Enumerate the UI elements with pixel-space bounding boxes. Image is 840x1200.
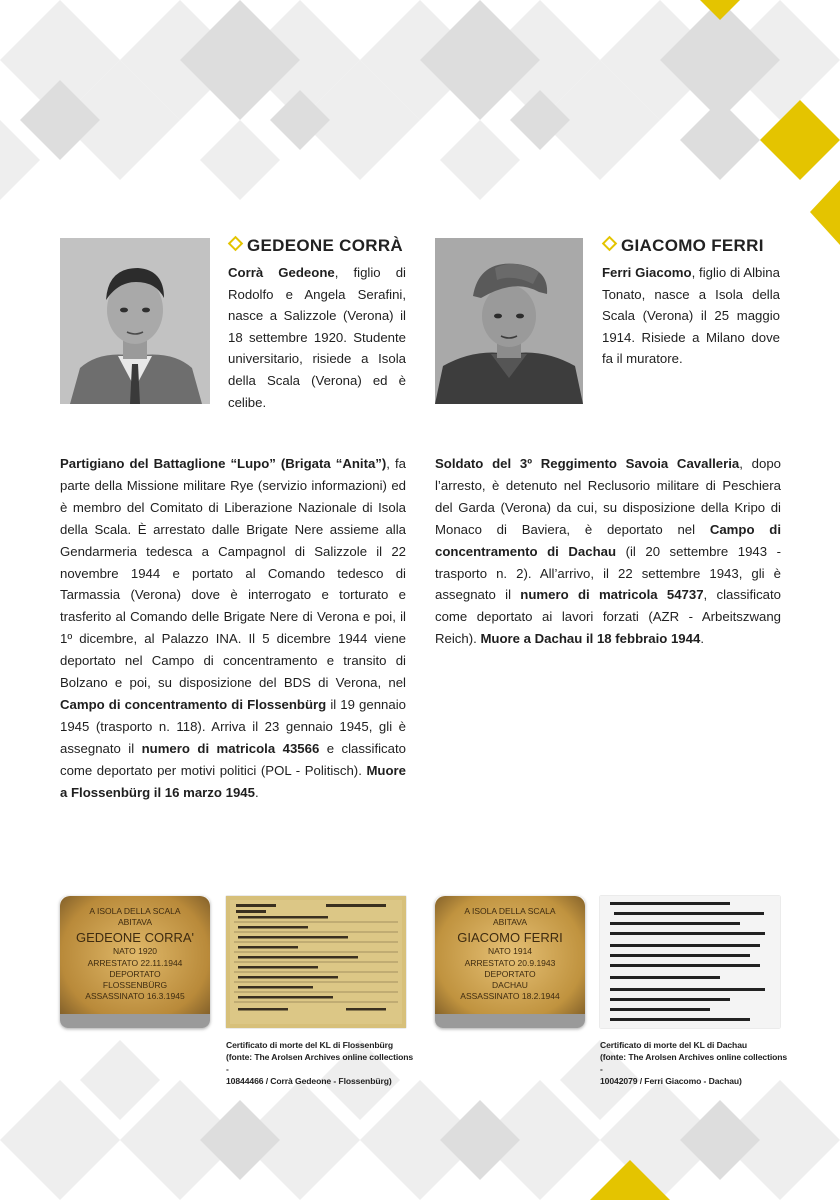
- portrait-giacomo-ferri: [435, 238, 583, 404]
- plate-line: DACHAU: [492, 980, 528, 990]
- story-segment: Campo di concentramento di Flossenbürg: [60, 696, 327, 712]
- story-segment: numero di matricola 54737: [520, 587, 704, 603]
- bio-name: Ferri Giacomo: [602, 265, 692, 280]
- bio-text: , figlio di Albina Tonato, nasce a Isola della Scala (Verona) il 25 maggio 1914. Risiede a Milano dove fa il muratore.: [602, 265, 780, 367]
- story-segment: Muore a Flossenbürg il 16 marzo 1945: [60, 762, 406, 800]
- plate-line: ARRESTATO 22.11.1944: [87, 958, 183, 968]
- bio-name: Corrà Gedeone: [228, 265, 335, 280]
- story-giacomo-ferri: [435, 453, 781, 650]
- death-certificate-flossenburg: [226, 896, 406, 1028]
- story-segment: , classificato come deportato ai lavori forzati (AZR - Arbeitszwang Reich).: [435, 587, 781, 647]
- story-segment: il 19 gennaio 1945 (trasporto n. 118). Arriva il 23 gennaio 1945, gli è assegnato il: [60, 696, 406, 756]
- story-segment: .: [254, 784, 259, 800]
- name-title-giacomo-ferri: GIACOMO FERRI: [602, 236, 764, 256]
- plate-line: NATO 1914: [487, 946, 533, 956]
- plate-line: A ISOLA DELLA SCALA: [464, 906, 556, 916]
- plate-line: ABITAVA: [492, 917, 528, 927]
- plate-line: DEPORTATO: [484, 969, 536, 979]
- story-segment: (il 20 settembre 1943 - trasporto n. 2). All’arrivo, il 22 settembre 1943, gli è assegnato il: [435, 543, 781, 603]
- plate-line: NATO 1920: [112, 946, 158, 956]
- diamond-bullet-icon: [602, 236, 618, 252]
- plate-line: ASSASSINATO 18.2.1944: [460, 991, 560, 1001]
- story-segment: e classificato come deportato per motivi politici (POL - Politisch).: [60, 740, 406, 778]
- death-certificate-dachau: [600, 896, 780, 1028]
- story-segment: .: [700, 631, 704, 647]
- plate-line: A ISOLA DELLA SCALA: [89, 906, 181, 916]
- stolperstein-plate-giacomo-ferri: [435, 896, 585, 1028]
- plate-line: ARRESTATO 20.9.1943: [464, 958, 556, 968]
- bio-giacomo-ferri: [602, 262, 780, 370]
- portrait-gedeone-corra: [60, 238, 210, 404]
- bio-text: , figlio di Rodolfo e Angela Serafini, nasce a Salizzole (Verona) il 18 settembre 1920. Studente universitario, risiede a Isola della Scala (Verona) ed è celibe.: [228, 265, 406, 410]
- story-segment: , fa parte della Missione militare Rye (servizio informazioni) ed è membro del Comitato di Liberazione Nazionale di Isola della Scala. È arrestato dalle Brigate Nere assieme alla Gendarmeria tedesca a Campagnol di Salizzole il 22 novembre 1944 e portato al Comando tedesco di Tarmassia (Verona) dove è interrogato e torturato e trasferito al Comando delle Brigate Nere di Verona e poi, il 1º dicembre, al Palazzo INA. Il 5 dicembre 1944 viene deportato nel Campo di concentramento e transito di Bolzano e poi, su disposizione del BDS di Verona, nel: [60, 456, 406, 691]
- story-segment: Partigiano del Battaglione “Lupo” (Brigata “Anita”): [60, 456, 387, 471]
- bio-gedeone-corra: [228, 262, 406, 413]
- diamond-bullet-icon: [228, 236, 244, 252]
- name-title-gedeone-corra: GEDEONE CORRÀ: [228, 236, 403, 256]
- plate-line: DEPORTATO: [109, 969, 161, 979]
- story-segment: Muore a Dachau il 18 febbraio 1944: [480, 631, 701, 647]
- plate-line: FLOSSENBÜRG: [102, 980, 168, 990]
- plate-line: ABITAVA: [117, 917, 153, 927]
- caption-flossenburg: Certificato di morte del KL di Flossenbürg (fonte: The Arolsen Archives online collections - 10844466 / Corrà Gedeone - Flossenbürg): [226, 1040, 414, 1086]
- plate-line: ASSASSINATO 16.3.1945: [85, 991, 185, 1001]
- plate-line: GEDEONE CORRA': [75, 930, 195, 945]
- story-segment: Soldato del 3º Reggimento Savoia Cavalleria: [435, 456, 740, 471]
- story-segment: , dopo l’arresto, è detenuto nel Reclusorio militare di Peschiera del Garda (Verona) da cui, su disposizione della Kripo di Monaco di Baviera, è deportato nel: [435, 456, 781, 537]
- stolperstein-plate-gedeone-corra: [60, 896, 210, 1028]
- caption-dachau: Certificato di morte del KL di Dachau (fonte: The Arolsen Archives online collections - 10042079 / Ferri Giacomo - Dachau): [600, 1040, 788, 1086]
- story-segment: numero di matricola 43566: [141, 740, 320, 756]
- plate-line: GIACOMO FERRI: [457, 930, 563, 945]
- story-gedeone-corra: [60, 453, 406, 804]
- story-segment: Campo di concentramento di Dachau: [435, 521, 782, 559]
